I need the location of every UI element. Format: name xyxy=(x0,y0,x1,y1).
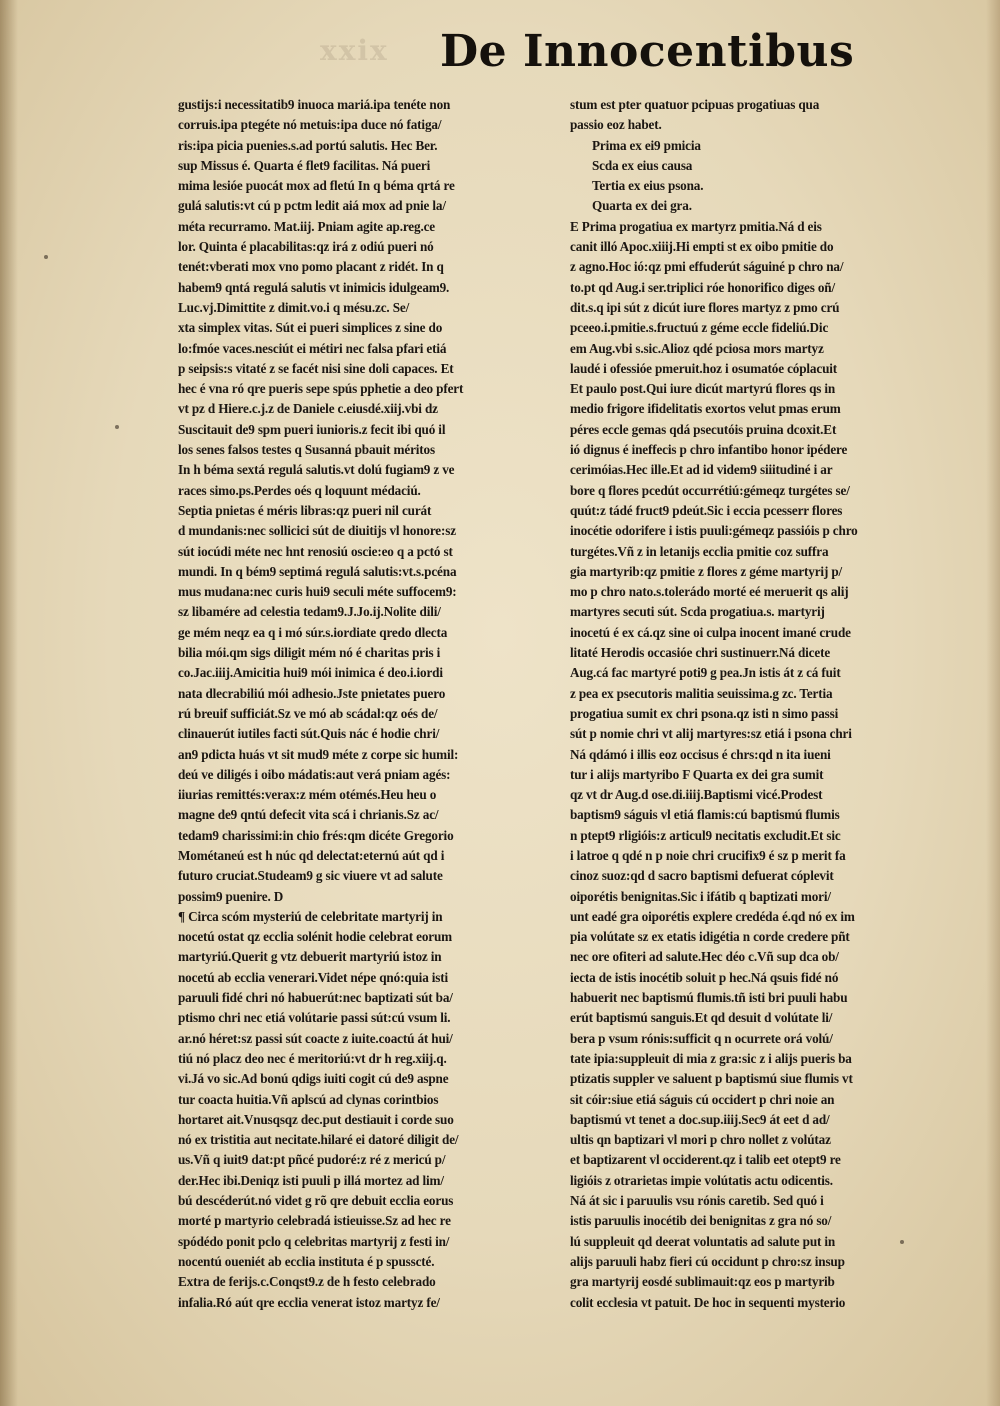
text-line: habuerit nec baptismú flumis.tñ isti bri puuli habu xyxy=(570,990,848,1006)
text-line: quút:z tádé fruct9 pdeút.Sic i eccia pcesserr flores xyxy=(570,502,843,518)
text-line: inocétie odorifere i istis puuli:gémeqz passióis p chro xyxy=(570,523,858,539)
text-line: lor. Quinta é placabilitas:qz irá z odiú pueri nó xyxy=(178,239,434,255)
text-line: sit cóir:siue etiá ságuis cú occidert p chri noie an xyxy=(570,1091,835,1107)
text-line: deú ve diligés i oibo mádatis:aut verá pniam agés: xyxy=(178,766,451,782)
text-line: baptismú vt tenet a doc.sup.iiij.Sec9 át eet d ad/ xyxy=(570,1111,830,1127)
text-line: Ná át sic i paruulis vsu rónis caretib. Sed quó i xyxy=(570,1193,824,1209)
text-line: hec é vna ró qre pueris sepe spús pphetie a deo pfert xyxy=(178,381,464,397)
text-line: ptizatis suppler ve saluent p baptismú siue flumis vt xyxy=(570,1071,853,1087)
text-line: sz libamére ad celestia tedam9.J.Jo.ij.Nolite dili/ xyxy=(178,604,441,620)
text-line: Et paulo post.Qui iure dicút martyrú flores qs in xyxy=(570,381,836,397)
text-line: em Aug.vbi s.sic.Alioz qdé pciosa mors martyz xyxy=(570,340,824,356)
text-line: Luc.vj.Dimittite z dimit.vo.i q mésu.zc. Se/ xyxy=(178,299,410,315)
text-line: vi.Já vo sic.Ad bonú qdigs iuiti cogit cú de9 aspne xyxy=(178,1071,449,1087)
text-line: possim9 puenire. D xyxy=(178,888,284,904)
text-line: mo p chro nato.s.tolerádo morté eé meruerit qs alij xyxy=(570,584,849,600)
text-line: et baptizarent vl occiderent.qz i talib eet otept9 re xyxy=(570,1152,841,1168)
text-line: gra martyrij eosdé sublimauit:qz eos p martyrib xyxy=(570,1274,835,1290)
text-line: magne de9 qntú defecit vita scá i chrianis.Sz ac/ xyxy=(178,807,439,823)
ink-speck xyxy=(900,1240,904,1244)
show-through-ghost-text: xxix xyxy=(320,34,389,67)
text-line: pceeo.i.pmitie.s.fructuú z géme eccle fideliú.Dic xyxy=(570,320,829,336)
text-line: Quarta ex dei gra. xyxy=(592,198,692,214)
text-line: i latroe q qdé n p noie chri crucifix9 é sz p merit fa xyxy=(570,847,846,863)
text-line: n ptept9 rligióis:z articul9 necitatis excludit.Et sic xyxy=(570,827,841,843)
text-line: der.Hec ibi.Deniqz isti puuli p illá mortez ad lim/ xyxy=(178,1172,444,1188)
text-line: péres eccle gemas qdá psecutóis pruina dcoxit.Et xyxy=(570,421,837,437)
text-line: qz vt dr Aug.d ose.di.iiij.Baptismi vicé.Prodest xyxy=(570,787,823,803)
text-line: stum est pter quatuor pcipuas progatiuas qua xyxy=(570,97,820,112)
text-line: clinauerút iutiles facti sút.Quis nác é hodie chri/ xyxy=(178,726,440,742)
text-line: sút p nomie chri vt alij martyres:sz etiá i psona chri xyxy=(570,726,852,742)
text-line: colit ecclesia vt patuit. De hoc in sequenti mysterio xyxy=(570,1294,846,1310)
text-line: paruuli fidé chri nó habuerút:nec baptizati sút ba/ xyxy=(178,990,453,1006)
text-line: ió dignus é ineffecis p chro infantibo honor ipédere xyxy=(570,442,848,458)
text-line: tenét:vberati mox vno pomo placant z ridét. In q xyxy=(178,259,444,275)
text-line: cinoz suoz:qd d sacro baptismi defuerat cóplevit xyxy=(570,868,834,884)
text-line: z agno.Hoc ió:qz pmi effuderút ságuiné p chro na/ xyxy=(570,259,844,275)
text-line: corruis.ipa ptegéte nó metuis:ipa duce nó fatiga/ xyxy=(178,117,442,133)
text-line: p seipsis:s vitaté z se facét nisi sine doli capaces. Et xyxy=(178,360,454,376)
text-line: Suscitauit de9 spm pueri iunioris.z fecit ibi quó il xyxy=(178,421,446,437)
text-line: progatiua sumit ex chri psona.qz isti n simo passi xyxy=(570,705,839,721)
text-line: to.pt qd Aug.i ser.triplici róe honorifico diges oñ/ xyxy=(570,279,835,295)
text-line: inocetú é ex cá.qz sine oi culpa inocent imané crude xyxy=(570,624,851,640)
text-line: bilia mói.qm sigs diligit mém nó é charitas pris i xyxy=(178,645,441,661)
text-column-left xyxy=(178,95,566,1310)
text-line: Tertia ex eius psona. xyxy=(592,178,704,194)
text-line: sup Missus é. Quarta é flet9 facilitas. Ná pueri xyxy=(178,157,431,173)
text-line: co.Jac.iiij.Amicitia hui9 mói inimica é deo.i.iordi xyxy=(178,665,443,681)
text-line: gulá salutis:vt cú p pctm ledit aiá mox ad pnie la/ xyxy=(178,198,446,214)
running-title: De Innocentibus xyxy=(440,26,855,77)
text-line: d mundanis:nec sollicici sút de diuitijs vl honore:sz xyxy=(178,523,456,539)
text-line: tedam9 charissimi:in chio frés:qm dicéte Gregorio xyxy=(178,827,454,843)
text-line: tur coacta huitia.Vñ aplscú ad clynas corintbios xyxy=(178,1091,439,1107)
text-line: méta recurramo. Mat.iij. Pniam agite ap.reg.ce xyxy=(178,218,436,234)
text-line: ligióis z otrarietas impie volútatis actu odicentis. xyxy=(570,1172,833,1188)
text-line: sút iocúdi méte nec hnt renosiú oscie:eo q a pctó st xyxy=(178,543,453,559)
text-line: baptism9 ságuis vl etiá flamis:cú baptismú flumis xyxy=(570,807,840,823)
text-line: dit.s.q ipi sút z dicút iure flores martyz z pmo crú xyxy=(570,299,840,315)
text-line: iecta de istis inocétib soluit p hec.Ná qsuis fidé nó xyxy=(570,969,839,985)
text-line: tur i alijs martyribo F Quarta ex dei gra sumit xyxy=(570,766,824,782)
text-line: bú descéderút.nó videt g rõ qre debuit ecclia eorus xyxy=(178,1193,454,1209)
text-line: ptismo chri nec etiá volútarie passi sút:cú vsum li. xyxy=(178,1010,451,1026)
text-line: Ná qdámó i illis eoz occisus é chrs:qd n ita iueni xyxy=(570,746,831,762)
text-line: vt pz d Hiere.c.j.z de Daniele c.eiusdé.xiij.vbi dz xyxy=(178,401,438,417)
ink-speck xyxy=(115,425,119,429)
text-line: unt eadé gra oiporétis explere credéda é.qd nó ex im xyxy=(570,908,855,924)
text-line: races simo.ps.Perdes oés q loquunt médaciú. xyxy=(178,482,421,498)
text-line: us.Vñ q iuit9 dat:pt pñcé pudoré:z ré z mericú p/ xyxy=(178,1152,446,1168)
text-line: Scda ex eius causa xyxy=(592,157,693,173)
text-line: nec ore ofiteri ad salute.Hec déo c.Vñ sup dca ob/ xyxy=(570,949,839,965)
text-line: z pea ex psecutoris malitia seuissima.g zc. Tertia xyxy=(570,685,833,701)
text-line: tate ipia:suppleuit di mia z gra:sic z i alijs pueris ba xyxy=(570,1050,852,1066)
text-line: ge mém neqz ea q i mó súr.s.iordiate qredo dlecta xyxy=(178,624,448,640)
text-line: mima lesióe puocát mox ad fletú In q béma qrtá re xyxy=(178,178,455,194)
text-line: alijs paruuli habz fieri cú occidunt p chro:sz insup xyxy=(570,1253,845,1269)
text-line: ¶ Circa scóm mysteriú de celebritate martyrij in xyxy=(178,908,443,924)
text-line: martyriú.Querit g vtz debuerit martyriú istoz in xyxy=(178,949,442,965)
text-line: ris:ipa picia puenies.s.ad portú salutis. Hec Ber. xyxy=(178,137,438,153)
text-line: passio eoz habet. xyxy=(570,117,662,133)
text-line: infalia.Ró aút qre ecclia venerat istoz martyz fe/ xyxy=(178,1294,440,1310)
text-line: bera p vsum rónis:sufficit q n ocurrete orá volú/ xyxy=(570,1030,833,1046)
text-line: iiurias remittés:verax:z mém otémés.Heu heu o xyxy=(178,787,437,803)
text-line: nó ex tristitia aut necitate.hilaré ei datoré diligit de/ xyxy=(178,1132,459,1148)
text-line: hortaret ait.Vnusqsqz dec.put destiauit i corde suo xyxy=(178,1111,454,1127)
text-line: xta simplex vitas. Sút ei pueri simplices z sine do xyxy=(178,320,443,336)
text-line: spódédo ponit pclo q celebritas martyrij z festi in/ xyxy=(178,1233,450,1249)
text-line: nocetú ostat qz ecclia solénit hodie celebrat eorum xyxy=(178,929,452,945)
text-line: litaté Herodis occasióe chri sustinuerr.Ná dicete xyxy=(570,645,831,661)
text-column-right xyxy=(570,95,958,1310)
text-line: cerimóias.Hec ille.Et ad id videm9 siiitudiné i ar xyxy=(570,462,833,478)
text-line: gustijs:i necessitatib9 inuoca mariá.ipa tenéte non xyxy=(178,97,451,112)
text-line: bore q flores pcedút occurrétiú:gémeqz turgétes se/ xyxy=(570,482,850,498)
text-line: pia volútate sz ex etatis idigétia n corde credere pñt xyxy=(570,929,850,945)
text-line: Mométaneú est h núc qd delectat:eternú aút qd i xyxy=(178,847,445,863)
text-line: lo:fmóe vaces.nesciút ei métiri nec falsa pfari etiá xyxy=(178,340,447,356)
text-line: ultis qn baptizari vl mori p chro nollet z volútaz xyxy=(570,1132,831,1148)
text-line: medio frigore ifidelitatis exortos velut pmas erum xyxy=(570,401,841,417)
text-line: istis paruulis inocétib dei benignitas z gra nó so/ xyxy=(570,1213,832,1229)
text-line: Septia pnietas é méris libras:qz pueri nil curát xyxy=(178,502,432,518)
text-line: Prima ex ei9 pmicia xyxy=(592,137,701,153)
text-line: martyres secuti sút. Scda progatiua.s. martyrij xyxy=(570,604,825,620)
text-line: erút baptismú sanguis.Et qd desuit d volútate li/ xyxy=(570,1010,833,1026)
text-line: an9 pdicta huás vt sit mud9 méte z corpe sic humil: xyxy=(178,746,459,762)
text-line: morté p martyrio celebradá istieuisse.Sz ad hec re xyxy=(178,1213,451,1229)
text-line: nocentú oueniét ab ecclia instituta é p spusscté. xyxy=(178,1253,435,1269)
text-line: habem9 qntá regulá salutis vt inimicis idulgeam9. xyxy=(178,279,450,295)
text-line: futuro cruciat.Studeam9 g sic viuere vt ad salute xyxy=(178,868,443,884)
text-line: In h béma sextá regulá salutis.vt dolú fugiam9 z ve xyxy=(178,462,455,478)
text-line: E Prima progatiua ex martyrz pmitia.Ná d eis xyxy=(570,218,822,234)
text-line: mus mudana:nec curis hui9 seculi méte suffocem9: xyxy=(178,584,457,600)
text-line: laudé i ofessióe pmeruit.hoz i osumatóe cóplacuit xyxy=(570,360,838,376)
text-line: lú suppleuit qd deerat voluntatis ad salute put in xyxy=(570,1233,836,1249)
text-line: oiporétis benignitas.Sic i ifátib q baptizati mori/ xyxy=(570,888,831,904)
text-line: nocetú ab ecclia venerari.Videt népe qnó:quia isti xyxy=(178,969,449,985)
text-line: Extra de ferijs.c.Conqst9.z de h festo celebrado xyxy=(178,1274,436,1290)
ink-speck xyxy=(44,255,48,259)
text-line: los senes falsos testes q Susanná pbauit méritos xyxy=(178,442,435,458)
text-line: gia martyrib:qz pmitie z flores z géme martyrij p/ xyxy=(570,563,843,579)
text-line: nata dlecrabiliú mói adhesio.Jste pnietates puero xyxy=(178,685,446,701)
text-line: ar.nó héret:sz passi sút coacte z iuite.coactú át hui/ xyxy=(178,1030,453,1046)
text-line: rú breuif sufficiát.Sz ve mó ab scádal:qz oés de/ xyxy=(178,705,438,721)
text-line: Aug.cá fac martyré poti9 g pea.Jn istis át z cá fuit xyxy=(570,665,841,681)
text-line: mundi. In q bém9 septimá regulá salutis:vt.s.pcéna xyxy=(178,563,457,579)
text-line: canit illó Apoc.xiiij.Hi empti st ex oibo pmitie do xyxy=(570,239,834,255)
text-line: tiú nó placz deo nec é meritoriú:vt dr h reg.xiij.q. xyxy=(178,1050,447,1066)
text-line: turgétes.Vñ z in letanijs ecclia pmitie coz suffra xyxy=(570,543,829,559)
